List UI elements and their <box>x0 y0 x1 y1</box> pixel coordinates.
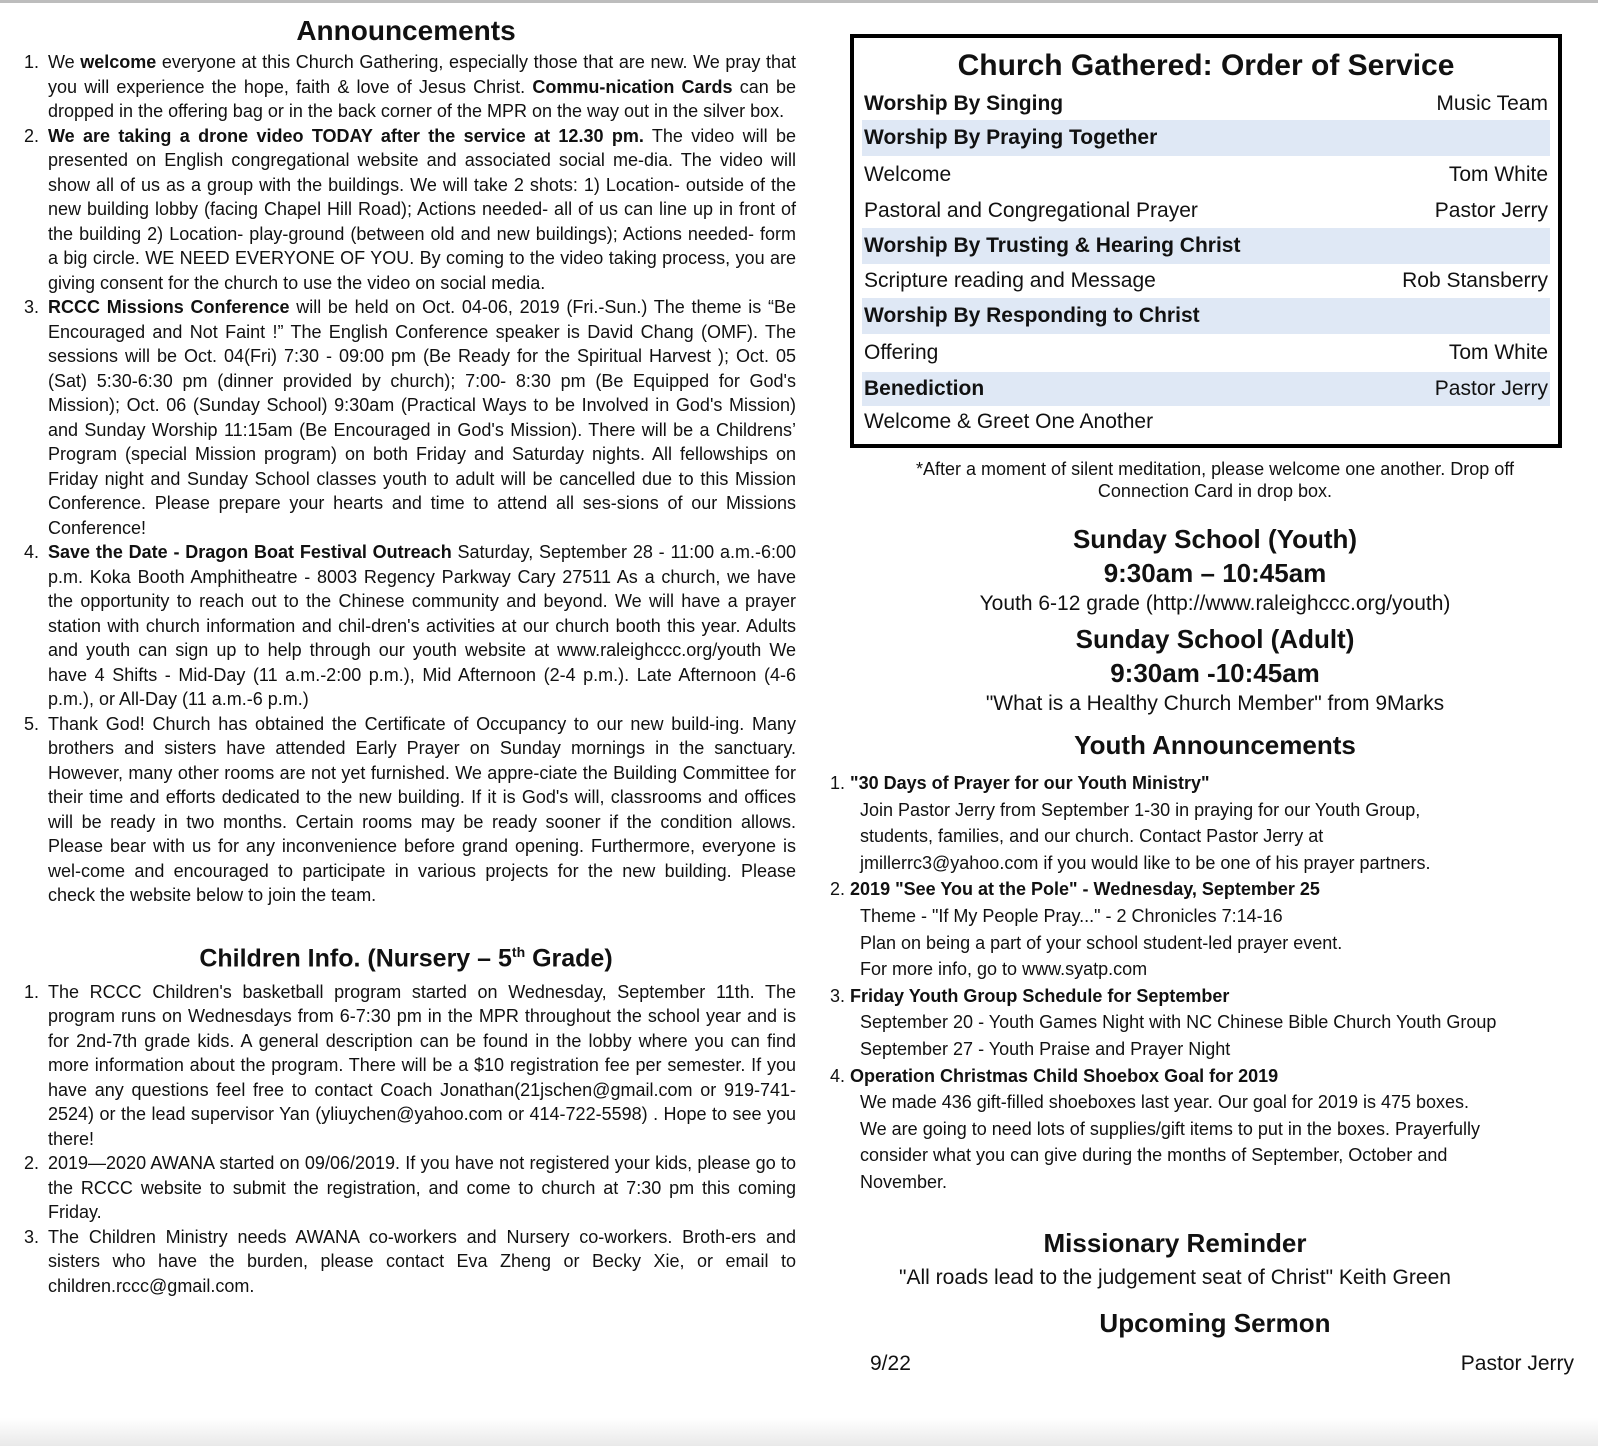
children-list <box>16 980 796 1299</box>
youth-item-line: consider what you can give during the months of September, October and <box>860 1145 1448 1166</box>
youth-item-line: For more info, go to www.syatp.com <box>860 959 1148 980</box>
service-name: Welcome & Greet One Another <box>864 410 1154 433</box>
youth-item <box>830 770 1580 876</box>
announcement-item <box>16 295 796 540</box>
missionary-reminder <box>770 1226 1580 1292</box>
body-text: everyone at this Church Gathering, especially those that are new. We pray that you will experience the hope, faith & love of Jesus Christ. <box>48 52 796 97</box>
meditation-note: *After a moment of silent meditation, please welcome one another. Drop off Connection Card in drop box. <box>916 459 1514 501</box>
announcement-item <box>16 50 796 124</box>
youth-item-line: students, families, and our church. Contact Pastor Jerry at <box>860 826 1324 847</box>
announcement-item <box>16 540 796 712</box>
right-column <box>830 34 1580 1376</box>
youth-item-title: "30 Days of Prayer for our Youth Ministry" <box>850 773 1210 793</box>
body-text: Saturday, September 28 - 11:00 a.m.-6:00 p.m. Koka Booth Amphitheatre - 8003 Regency Parkway Cary 27511 As a church, we have the opportunity to reach out to the Chinese community and beyond. We will have a prayer station with church information and chil-dren's activities at our church booth this year. Adults and youth can sign up to help through our youth website at www.raleighccc.org/youth We have 4 Shifts - Mid-Day (11 a.m.-2:00 p.m.), Mid Afternoon (2-4 p.m.). Late Afternoon (4-6 p.m.), or All-Day (11 a.m.-6 p.m.) <box>48 542 796 709</box>
children-item <box>16 1151 796 1225</box>
service-leader: Pastor Jerry <box>1434 199 1548 222</box>
bold-text: Commu-nication Cards <box>532 76 733 97</box>
children-text: The Children Ministry needs AWANA co-workers and Nursery co-workers. Broth-ers and sisters who have the burden, please contact Eva Zheng or Becky Xie, or email to children.rccc@gmail.com. <box>48 1226 796 1296</box>
item-number: 1. <box>24 981 40 1002</box>
children-text: The RCCC Children's basketball program started on Wednesday, September 11th. The program runs on Wednesdays from 6-7:30 pm in the MPR throughout the school year and is for 2nd-7th grade kids. A general description can be found in the lobby where you can find more information about the program. There will be a $10 registration fee per semester. If you have any questions feel free to contact Coach Jonathan(21jschen@gmail.com or 919-741-2524) or the lead supervisor Yan (yliuychen@yahoo.com or 414-722-5598) . Hope to see you there! <box>48 981 796 1149</box>
service-row <box>862 120 1550 156</box>
bold-text: welcome <box>80 52 157 72</box>
service-row <box>862 264 1550 298</box>
youth-item <box>830 876 1580 982</box>
children-title <box>16 936 796 974</box>
left-column <box>16 14 796 1298</box>
ss-youth-sub: Youth 6-12 grade (http://www.raleighccc.org/youth) <box>979 592 1451 615</box>
ss-adult-time: 9:30am -10:45am <box>1110 658 1320 688</box>
youth-item-head <box>830 1063 1580 1090</box>
service-name: Worship By Responding to Christ <box>864 304 1200 327</box>
youth-item-title: Operation Christmas Child Shoebox Goal for 2019 <box>850 1065 1279 1086</box>
item-number: 4. <box>24 542 40 562</box>
missionary-title: Missionary Reminder <box>1043 1227 1307 1258</box>
youth-item-head <box>830 876 1580 903</box>
children-text: 2019—2020 AWANA started on 09/06/2019. If you have not registered your kids, please go to the RCCC website to submit the registration, and come to church at 7:30 pm this coming Friday. <box>48 1153 796 1223</box>
service-leader: Pastor Jerry <box>1434 377 1548 400</box>
service-row <box>862 334 1550 372</box>
service-row <box>862 298 1550 334</box>
body-text: We <box>48 52 81 72</box>
service-name: Benediction <box>864 377 985 400</box>
service-leader: Tom White <box>1448 341 1548 364</box>
children-item <box>16 1225 796 1299</box>
service-leader: Rob Stansberry <box>1402 269 1548 292</box>
service-name: Worship By Singing <box>864 92 1064 115</box>
ss-youth-title: Sunday School (Youth) <box>1072 524 1358 554</box>
youth-item <box>830 983 1580 1063</box>
service-name: Pastoral and Congregational Prayer <box>864 199 1198 222</box>
service-row <box>862 156 1550 194</box>
youth-item-line: September 27 - Youth Praise and Prayer Night <box>860 1038 1231 1059</box>
youth-item-title: Friday Youth Group Schedule for September <box>850 985 1230 1006</box>
bottom-shadow <box>0 1418 1598 1446</box>
youth-item-title: 2019 "See You at the Pole" - Wednesday, September 25 <box>850 879 1320 900</box>
top-border <box>0 0 1598 3</box>
ss-adult-title: Sunday School (Adult) <box>1075 624 1355 654</box>
service-rows <box>862 88 1550 438</box>
item-number: 3. <box>830 985 846 1006</box>
service-leader: Music Team <box>1436 92 1548 115</box>
upcoming-sermon-title: Upcoming Sermon <box>1099 1307 1331 1338</box>
announcement-item <box>16 124 796 296</box>
youth-item-line: We are going to need lots of supplies/gift items to put in the boxes. Prayerfully <box>860 1118 1481 1139</box>
bold-text: We are taking a drone video TODAY after the service at 12.30 pm. <box>48 125 644 146</box>
item-number: 1. <box>830 773 846 793</box>
youth-item-line: November. <box>860 1171 948 1192</box>
body-text: will be held on Oct. 04-06, 2019 (Fri.-Sun.) The theme is “Be Encouraged and Not Faint !” The English Conference speaker is David Chang (OMF). The sessions will be Oct. 04(Fri) 7:30 - 09:00 pm (Be Ready for the Spiritual Harvest ); Oct. 05 (Sat) 5:30-6:30 pm (dinner provided by church); 7:00- 8:30 pm (Be Equipped for God's Mission); Oct. 06 (Sunday School) 9:30am (Practical Ways to be Involved in God's Mission) and Sunday Worship 11:15am (Be Encouraged in God's Mission). There will be a Childrens’ Program (special Mission program) on both Friday and Saturday nights. All fellowships on Friday night and Sunday School classes youth to adult will be cancelled due to this Mission Conference. Please prepare your hearts and time to attend all ses-sions of our Missions Conference! <box>48 297 796 538</box>
order-of-service-title: Church Gathered: Order of Service <box>957 49 1455 82</box>
sermon-speaker: Pastor Jerry <box>1460 1351 1574 1375</box>
service-row <box>862 406 1550 438</box>
youth-item-line: Theme - "If My People Pray..." - 2 Chronicles 7:14-16 <box>860 905 1283 926</box>
service-row <box>862 228 1550 264</box>
youth-item-line: Plan on being a part of your school student-led prayer event. <box>860 932 1343 953</box>
sermon-row <box>850 1352 1580 1376</box>
body-text: The video will be presented on English congregational website and associated social me-dia. The video will show all of us as a group with the buildings. We will take 2 shots: 1) Location- outside of the new building lobby (facing Chapel Hill Road); Actions needed- all of us can line up in front of the building 2) Location- play-ground (between old and new buildings); Actions needed- form a big circle. WE NEED EVERYONE OF YOU. By coming to the video taking process, you are giving consent for the church to use the video on social media. <box>48 125 796 293</box>
children-title-sup: th <box>511 943 526 960</box>
order-of-service-box <box>850 34 1562 448</box>
youth-item-line: Join Pastor Jerry from September 1-30 in praying for our Youth Group, <box>860 799 1421 820</box>
item-number: 1. <box>24 52 40 72</box>
item-number: 5. <box>24 713 40 734</box>
item-number: 3. <box>24 297 40 317</box>
announcements-title: Announcements <box>296 15 516 46</box>
service-name: Offering <box>864 341 939 364</box>
item-number: 3. <box>24 1226 40 1247</box>
youth-item-line: jmillerrc3@yahoo.com if you would like to be one of his prayer partners. <box>860 852 1431 873</box>
missionary-quote: "All roads lead to the judgement seat of Christ" Keith Green <box>899 1265 1451 1289</box>
bold-text: RCCC Missions Conference <box>48 297 290 317</box>
item-number: 4. <box>830 1065 846 1086</box>
youth-announcements-list <box>830 770 1580 1196</box>
ss-youth-time: 9:30am – 10:45am <box>1103 558 1327 588</box>
sunday-school-adult <box>850 622 1580 718</box>
service-name: Worship By Trusting & Hearing Christ <box>864 234 1241 257</box>
youth-item-head <box>830 983 1580 1010</box>
announcement-item <box>16 712 796 908</box>
service-name: Worship By Praying Together <box>864 126 1158 149</box>
children-item <box>16 980 796 1152</box>
sunday-school-youth <box>850 522 1580 618</box>
service-row <box>862 88 1550 120</box>
item-number: 2. <box>24 1153 40 1174</box>
children-title-suffix: Grade) <box>525 943 613 972</box>
service-name: Scripture reading and Message <box>864 269 1156 292</box>
service-name: Welcome <box>864 163 952 186</box>
sermon-date: 9/22 <box>870 1351 911 1375</box>
youth-item <box>830 1063 1580 1196</box>
item-number: 2. <box>830 879 846 900</box>
youth-item-line: We made 436 gift-filled shoeboxes last year. Our goal for 2019 is 475 boxes. <box>860 1092 1470 1113</box>
item-number: 2. <box>24 125 40 146</box>
ss-adult-sub: "What is a Healthy Church Member" from 9Marks <box>985 692 1445 715</box>
body-text: Thank God! Church has obtained the Certificate of Occupancy to our new build-ing. Many brothers and sisters have attended Early Prayer on Sunday mornings in the sanctuary. However, many other rooms are not yet furnished. We appre-ciate the Building Committee for their time and efforts dedicated to the new building. If it is God's will, classrooms and offices will be ready in two months. Certain rooms may be ready sooner if the condition allows. Please bear with us for any inconvenience before grand opening. Furthermore, everyone is wel-come and encouraged to participate in various projects for the new building. Please check the website below to join the team. <box>48 713 796 905</box>
service-row <box>862 194 1550 228</box>
bold-text: Save the Date - Dragon Boat Festival Outreach <box>48 542 452 562</box>
announcements-list <box>16 50 796 908</box>
service-leader: Tom White <box>1448 163 1548 186</box>
youth-item-head <box>830 770 1580 797</box>
youth-announcements-title: Youth Announcements <box>1074 730 1356 760</box>
children-title-text: Children Info. (Nursery – 5 <box>199 943 512 972</box>
body-text: can be dropped in the offering bag or in the back corner of the MPR on the way out in the silver box. <box>48 76 796 121</box>
youth-item-line: September 20 - Youth Games Night with NC Chinese Bible Church Youth Group <box>860 1012 1497 1033</box>
service-row <box>862 372 1550 406</box>
